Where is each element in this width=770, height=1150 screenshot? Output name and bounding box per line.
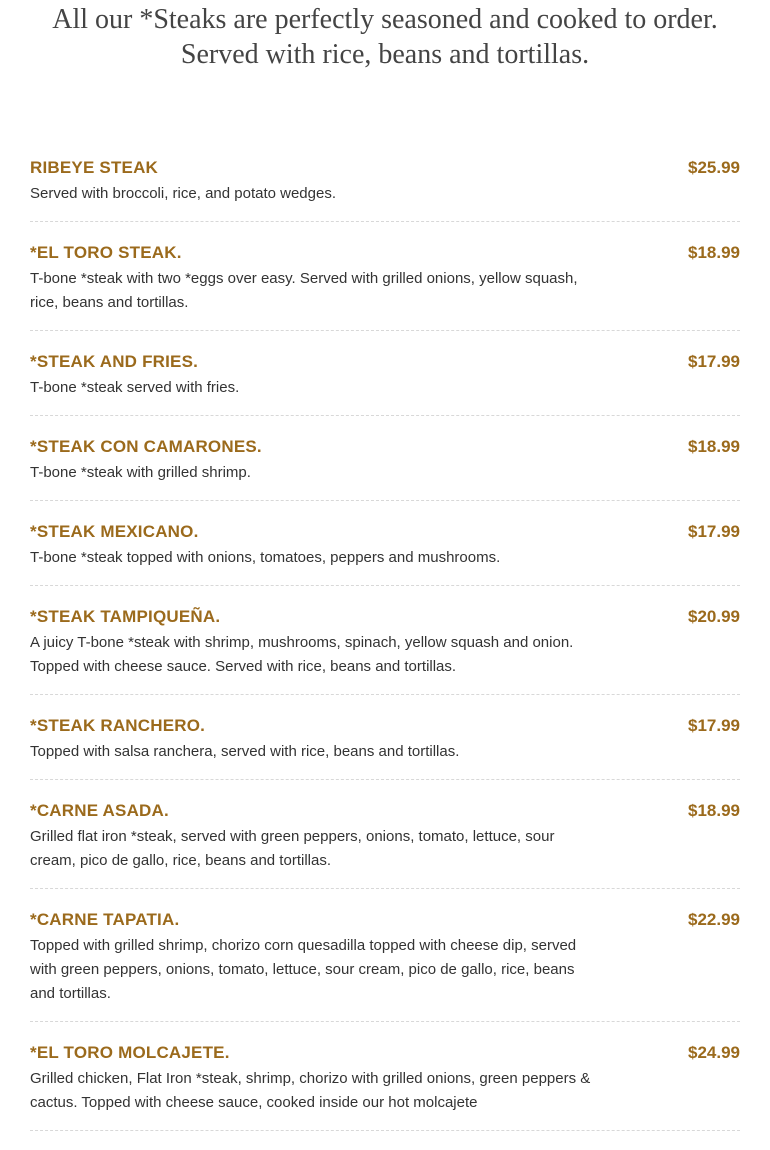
- menu-item-description: T-bone *steak served with fries.: [30, 379, 240, 396]
- menu-item-name: *EL TORO MOLCAJETE.: [30, 1043, 230, 1062]
- menu-item-price: $18.99: [688, 437, 740, 456]
- menu-item: [30, 241, 740, 331]
- menu-item-price: $17.99: [688, 522, 740, 541]
- menu-item-price: $25.99: [688, 158, 740, 177]
- menu-item-name: *STEAK CON CAMARONES.: [30, 437, 262, 456]
- menu-item-description: Served with broccoli, rice, and potato wedges.: [30, 185, 336, 202]
- menu-item-price: $18.99: [688, 801, 740, 820]
- menu-item: [30, 350, 740, 416]
- menu-item-name: RIBEYE STEAK: [30, 158, 159, 177]
- menu-item-price: $20.99: [688, 607, 740, 626]
- menu-item-description: Topped with salsa ranchera, served with rice, beans and tortillas.: [30, 743, 460, 760]
- menu-item: [30, 520, 740, 586]
- menu-item-name: *EL TORO STEAK.: [30, 243, 182, 262]
- menu-item-name: *STEAK AND FRIES.: [30, 352, 199, 371]
- menu-item-name: *STEAK TAMPIQUEÑA.: [30, 607, 221, 626]
- steak-menu-list: [30, 156, 740, 1150]
- menu-item: [30, 908, 740, 1022]
- menu-item-name: *STEAK RANCHERO.: [30, 716, 206, 735]
- menu-item-price: $17.99: [688, 352, 740, 371]
- menu-item: [30, 714, 740, 780]
- menu-item-name: *STEAK MEXICANO.: [30, 522, 199, 541]
- menu-item-price: $22.99: [688, 910, 740, 929]
- menu-item-description: A juicy T-bone *steak with shrimp, mushrooms, spinach, yellow squash and onion. Topped with cheese sauce. Served with rice, beans and tortillas.: [30, 634, 574, 675]
- menu-item-name: *CARNE ASADA.: [30, 801, 169, 820]
- menu-item-description: Grilled flat iron *steak, served with green peppers, onions, tomato, lettuce, sour cream, pico de gallo, rice, beans and tortillas.: [30, 828, 555, 869]
- menu-item: [30, 799, 740, 889]
- menu-item-price: $24.99: [688, 1043, 740, 1062]
- intro-line-1: All our *Steaks are perfectly seasoned and cooked to order.: [52, 4, 718, 35]
- menu-item-name: *CARNE TAPATIA.: [30, 910, 180, 929]
- menu-item-description: T-bone *steak with grilled shrimp.: [30, 464, 251, 481]
- menu-intro: [0, 2, 770, 72]
- menu-item-description: Topped with grilled shrimp, chorizo corn quesadilla topped with cheese dip, served with green peppers, onions, tomato, lettuce, sour cream, pico de gallo, rice, beans and tortillas.: [30, 937, 577, 1002]
- menu-item-price: $17.99: [688, 716, 740, 735]
- menu-item-description: T-bone *steak topped with onions, tomatoes, peppers and mushrooms.: [30, 549, 501, 566]
- menu-item-description: T-bone *steak with two *eggs over easy. Served with grilled onions, yellow squash, rice, beans and tortillas.: [30, 270, 578, 311]
- menu-item: [30, 435, 740, 501]
- menu-item: [30, 156, 740, 222]
- menu-item-description: Grilled chicken, Flat Iron *steak, shrimp, chorizo with grilled onions, green peppers & cactus. Topped with cheese sauce, cooked inside our hot molcajete: [30, 1070, 591, 1111]
- menu-item: [30, 605, 740, 695]
- menu-item: [30, 1041, 740, 1131]
- intro-line-2: Served with rice, beans and tortillas.: [180, 39, 590, 70]
- menu-item-price: $18.99: [688, 243, 740, 262]
